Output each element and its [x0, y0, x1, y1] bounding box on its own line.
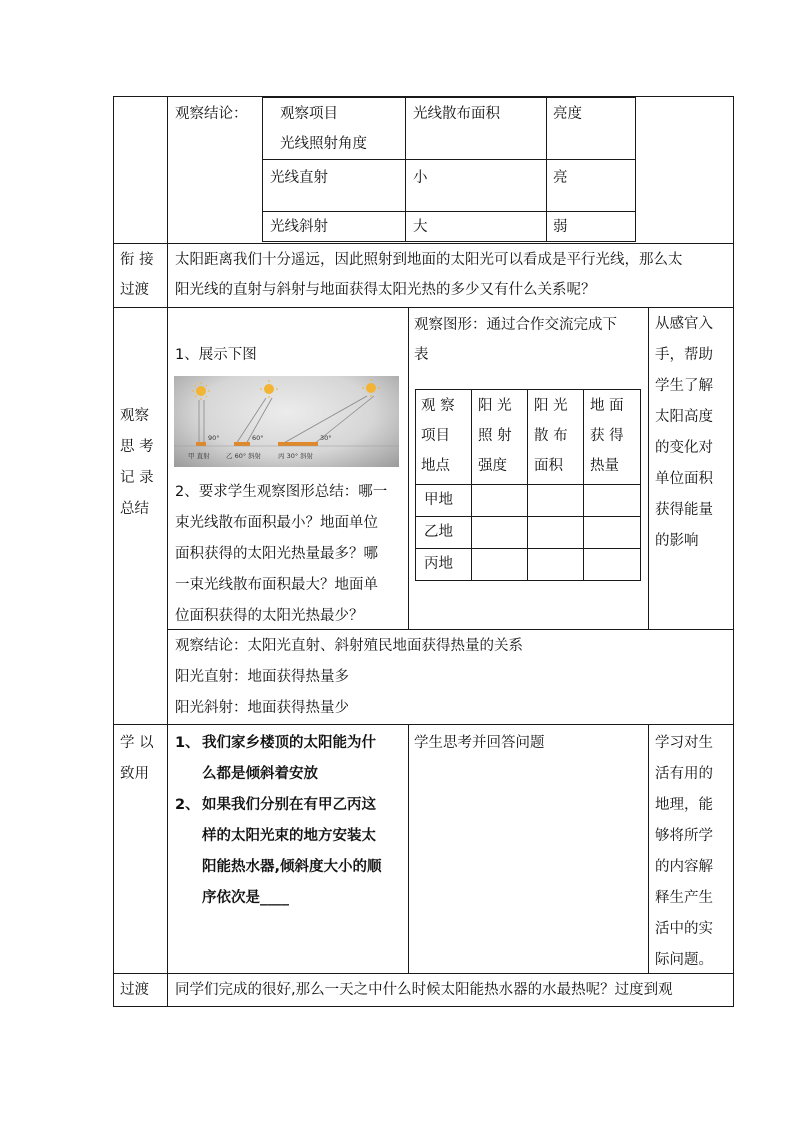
rule [408, 724, 409, 973]
rule [648, 724, 649, 973]
text-line: 释生产生 [655, 890, 713, 906]
rule [405, 97, 406, 242]
observe-figure-text [414, 310, 617, 370]
header-line: 面积 [534, 458, 563, 474]
row-label [120, 728, 154, 790]
rule [262, 159, 636, 160]
conclusion-label: 观察结论： [175, 106, 248, 122]
header-line: 照 射 [478, 428, 512, 444]
sun-icon [192, 382, 210, 400]
transition-text: 同学们完成的很好,那么一天之中什么时候太阳能热水器的水最热呢？过度到观 [175, 982, 673, 998]
rule [113, 724, 733, 725]
record-header [478, 391, 512, 481]
header-line: 观 察 [421, 398, 455, 414]
header-line: 地点 [421, 458, 450, 474]
rule [415, 389, 416, 581]
text-line: 观察结论：太阳光直射、斜射殖民地面获得热量的关系 [175, 638, 523, 654]
question-2-number: 2、 [175, 797, 200, 813]
text-line: 太阳高度 [655, 409, 713, 425]
rule [262, 211, 636, 212]
rule [113, 96, 114, 1007]
observation-conclusion [175, 631, 523, 724]
sun-ray-svg [174, 376, 399, 467]
cell-angle: 光线直射 [270, 170, 328, 186]
header-brightness: 亮度 [553, 106, 582, 122]
rule [113, 1006, 733, 1007]
header-area: 光线散布面积 [413, 106, 500, 122]
rule [415, 548, 641, 549]
rule [262, 97, 263, 242]
label-line: 总结 [120, 501, 149, 517]
question-1-number: 1、 [175, 735, 200, 751]
text-line: 一束光线散布面积最大？地面单 [175, 577, 378, 593]
row-place: 丙地 [424, 556, 453, 572]
step-1: 1、展示下图 [175, 347, 257, 363]
purpose-text [655, 309, 713, 557]
text-line: 从感官入 [655, 316, 713, 332]
text-line: 够将所学 [655, 828, 713, 844]
rule [415, 580, 641, 581]
cell-area: 小 [413, 170, 428, 186]
label-line: 思 考 [120, 439, 154, 455]
header-line: 获 得 [590, 428, 624, 444]
ground-patch [234, 442, 250, 446]
ground-patch [278, 442, 318, 446]
text-line: 阳能热水器,倾斜度大小的顺 [202, 859, 382, 875]
text-line: 束光线散布面积最小？地面单位 [175, 515, 378, 531]
header-line: 阳 光 [534, 398, 568, 414]
rule [113, 307, 733, 308]
rule [733, 96, 734, 1007]
text-line: 阳光直射：地面获得热量多 [175, 669, 349, 685]
purpose-text [655, 728, 713, 976]
text-line: 位面积获得的太阳光热最少？ [175, 608, 364, 624]
text-line: 地理，能 [655, 797, 713, 813]
text-line: 际问题。 [655, 952, 713, 968]
text-line: 学生了解 [655, 378, 713, 394]
transition-text [175, 245, 683, 305]
text-line: 手，帮助 [655, 347, 713, 363]
rule [408, 307, 409, 629]
angle-label: 90° [208, 434, 220, 442]
record-header [590, 391, 624, 481]
cell-area: 大 [413, 219, 428, 235]
row-label [120, 401, 154, 525]
figure-caption: 甲 直射 [188, 452, 210, 460]
row-label: 过渡 [120, 982, 149, 998]
cell-brightness: 弱 [553, 219, 568, 235]
row-place: 乙地 [424, 524, 453, 540]
text-line: 2、要求学生观察图形总结：哪一 [175, 484, 388, 500]
rule [583, 389, 584, 581]
rule [262, 241, 636, 242]
header-angle: 光线照射角度 [280, 136, 367, 152]
label-line: 过渡 [120, 282, 149, 298]
figure-caption: 乙 60° 斜射 [226, 452, 262, 460]
row-label [120, 245, 154, 305]
question-2 [202, 790, 382, 914]
text-line: 序依次是____ [202, 890, 289, 906]
rule [527, 389, 528, 581]
label-line: 衔 接 [120, 252, 154, 268]
rule [113, 973, 733, 974]
rule [635, 97, 636, 242]
rule [648, 307, 649, 629]
sun-ray-figure [174, 376, 399, 467]
rule [415, 516, 641, 517]
step-2 [175, 477, 387, 632]
text-line: 样的太阳光束的地方安装太 [202, 828, 376, 844]
text-line: 阳光线的直射与斜射与地面获得太阳光热的多少又有什么关系呢？ [175, 282, 596, 298]
text-line: 如果我们分别在有甲乙丙这 [202, 797, 376, 813]
text-line: 太阳距离我们十分遥远，因此照射到地面的太阳光可以看成是平行光线，那么太 [175, 252, 683, 268]
cell-brightness: 亮 [553, 170, 568, 186]
ground-patch [196, 442, 206, 446]
header-line: 散 布 [534, 428, 568, 444]
rule [546, 97, 547, 242]
header-line: 项目 [421, 428, 450, 444]
text-line: 获得能量 [655, 502, 713, 518]
text-line: 我们家乡楼顶的太阳能为什 [202, 735, 376, 751]
rule [640, 389, 641, 581]
text-line: 的变化对 [655, 440, 713, 456]
label-line: 学 以 [120, 735, 154, 751]
header-line: 阳 光 [478, 398, 512, 414]
text-line: 面积获得的太阳光热量最多？哪 [175, 546, 378, 562]
light-beams [199, 396, 374, 444]
label-line: 观察 [120, 408, 149, 424]
text-line: 观察图形：通过合作交流完成下 [414, 317, 617, 333]
label-line: 记 录 [120, 470, 154, 486]
rule [113, 243, 733, 244]
text-line: 活中的实 [655, 921, 713, 937]
text-line: 活有用的 [655, 766, 713, 782]
rule [415, 484, 641, 485]
cell-angle: 光线斜射 [270, 219, 328, 235]
text-line: 的影响 [655, 533, 699, 549]
figure-caption: 丙 30° 斜射 [278, 452, 314, 460]
sun-icon [362, 379, 380, 397]
angle-label: 60° [252, 434, 264, 442]
rule [415, 389, 641, 390]
text-line: 单位面积 [655, 471, 713, 487]
text-line: 学习对生 [655, 735, 713, 751]
student-activity: 学生思考并回答问题 [414, 735, 545, 751]
rule [471, 389, 472, 581]
label-line: 致用 [120, 766, 149, 782]
record-header [421, 391, 455, 481]
rule [262, 97, 636, 98]
text-line: 阳光斜射：地面获得热量少 [175, 700, 349, 716]
header-line: 地 面 [590, 398, 624, 414]
angle-label: 30° [320, 434, 332, 442]
question-1 [202, 728, 376, 790]
rule [167, 96, 168, 1007]
header-observe-item: 观察项目 [280, 106, 338, 122]
text-line: 的内容解 [655, 859, 713, 875]
sun-icon [260, 380, 278, 398]
record-header [534, 391, 568, 481]
header-line: 热量 [590, 458, 619, 474]
text-line: 么都是倾斜着安放 [202, 766, 318, 782]
header-line: 强度 [478, 458, 507, 474]
row-place: 甲地 [424, 492, 453, 508]
text-line: 表 [414, 347, 429, 363]
